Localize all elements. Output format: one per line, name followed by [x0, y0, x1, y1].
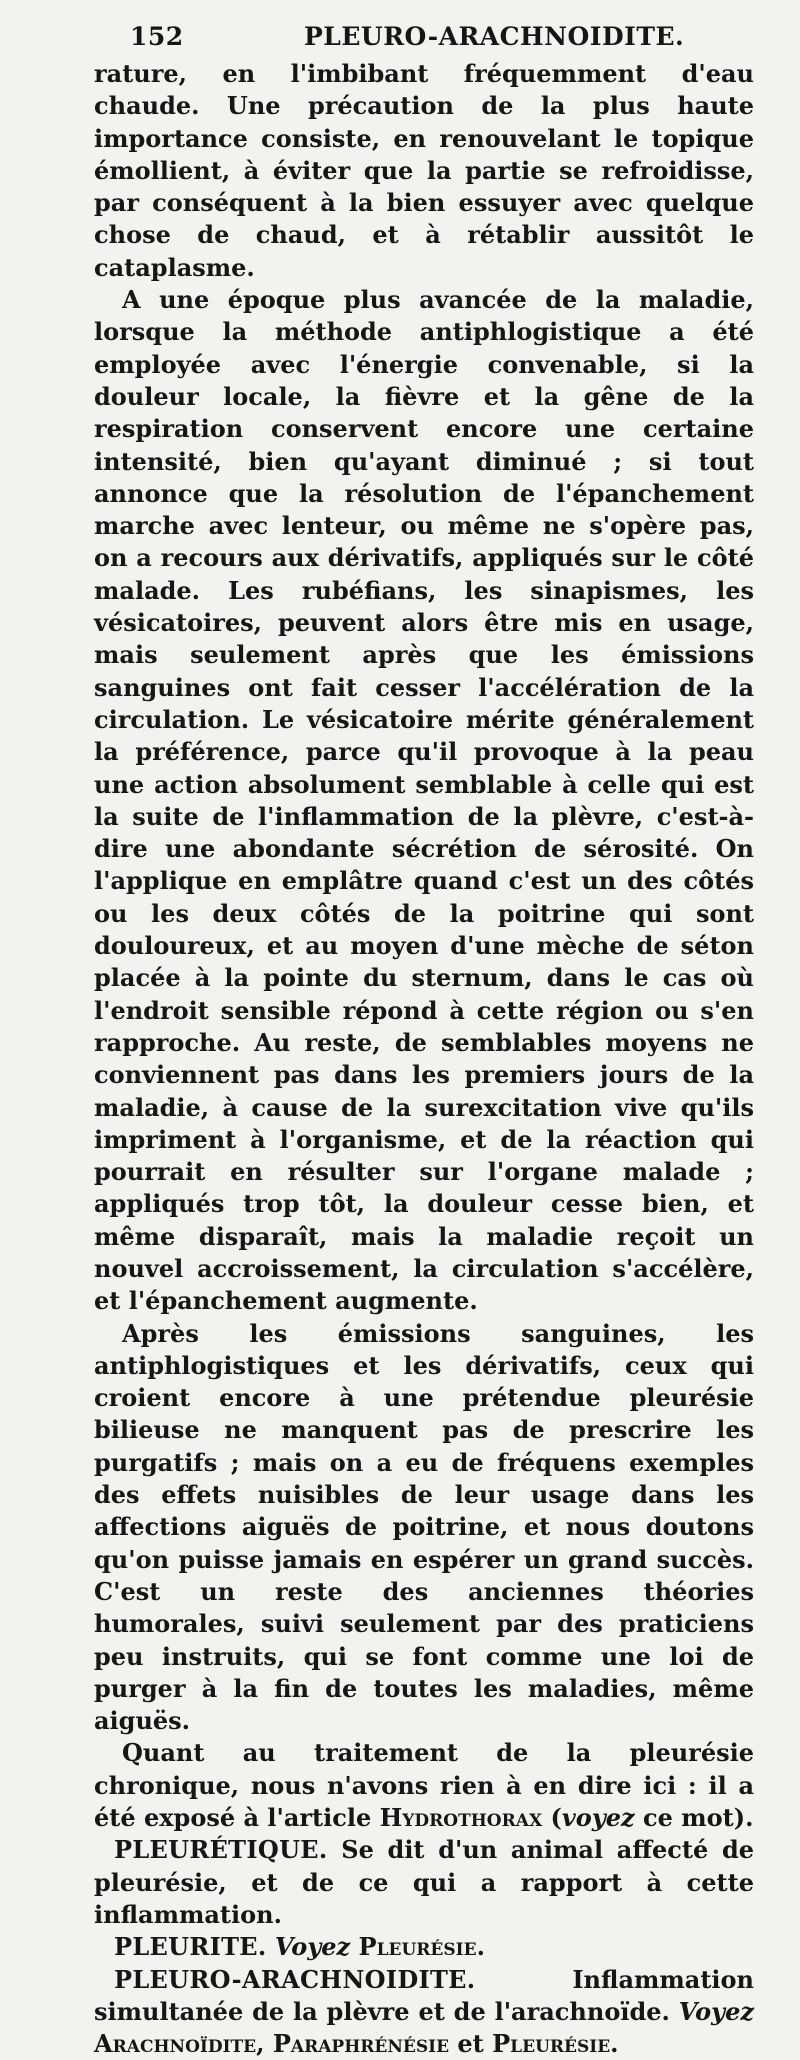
voyez-text: Voyez	[266, 1932, 359, 1962]
dictionary-entry	[94, 1964, 754, 2060]
cross-reference: Paraphrénésie	[272, 2029, 450, 2059]
paragraph: rature, en l'imbibant fréquemment d'eau chaude. Une précaution de la plus haute importance consiste, en renouvelant le topique émollient, à éviter que la partie se refroidisse, par conséquent à la bien essuyer avec quelque chose de chaud, et à rétablir aussitôt le cataplasme.	[94, 59, 754, 282]
text-span: .	[610, 2029, 619, 2059]
entry-headword: PLEURITE.	[114, 1932, 267, 1962]
cross-reference: Hydrothorax	[379, 1803, 543, 1833]
paragraph: Après les émissions sanguines, les antiphlogistiques et les dérivatifs, ceux qui croient encore à une prétendue pleurésie bilieuse ne manquent pas de prescrire les purgatifs ; mais on a eu de fréquens exemples des effets nuisibles de leur usage dans les affections aiguës de poitrine, et nous doutons qu'on puisse jamais en espérer un grand succès. C'est un reste des anciennes théories humorales, suivi seulement par des praticiens peu instruits, qui se font comme une loi de purger à la fin de toutes les maladies, même aiguës.	[94, 1318, 754, 1736]
cross-reference: Pleurésie	[492, 2029, 611, 2059]
dictionary-entry	[94, 1931, 754, 1963]
entry-headword: PLEURO-ARACHNOIDITE.	[114, 1964, 476, 1994]
page-number: 152	[130, 22, 184, 51]
text-span: et	[449, 2029, 493, 2059]
entry-text: Inflammation simultanée de la plèvre et de l'arachnoïde.	[94, 1964, 754, 2026]
voyez-text: voyez	[561, 1803, 635, 1833]
cross-reference: Pleurésie	[358, 1932, 477, 1962]
running-head: PLEURO-ARACHNOIDITE.	[304, 22, 685, 51]
body-text	[94, 58, 754, 2060]
paragraph	[94, 1737, 754, 1834]
text-span: ,	[256, 2029, 273, 2059]
voyez-text: Voyez	[678, 1996, 754, 2026]
entry-headword: PLEURÉTIQUE.	[114, 1835, 328, 1865]
paragraph: A une époque plus avancée de la maladie, lorsque la méthode antiphlogistique a été employée avec l'énergie convenable, si la douleur locale, la fièvre et la gêne de la respiration conservent encore une certaine intensité, bien qu'ayant diminué ; si tout annonce que la résolution de l'épanchement marche avec lenteur, ou même ne s'opère pas, on a recours aux dérivatifs, appliqués sur le côté malade. Les rubéfians, les sinapismes, les vésicatoires, peuvent alors être mis en usage, mais seulement après que les émissions sanguines ont fait cesser l'accélération de la circulation. Le vésicatoire mérite généralement la préférence, parce qu'il provoque à la peau une action absolument semblable à celle qui est la suite de l'inflammation de la plèvre, c'est-à-dire une abondante sécrétion de sérosité. On l'applique en emplâtre quand c'est un des côtés ou les deux côtés de la poitrine qui sont douloureux, et au moyen d'une mèche de séton placée à la pointe du sternum, dans le cas où l'endroit sensible répond à cette région ou s'en rapproche. Au reste, de semblables moyens ne conviennent pas dans les premiers jours de la maladie, à cause de la surexcitation vive qu'ils impriment à l'organisme, et de la réaction qui pourrait en résulter sur l'organe malade ; appliqués trop tôt, la douleur cesse bien, et même disparaît, mais la maladie reçoit un nouvel accroissement, la circulation s'accélère, et l'épanchement augmente.	[94, 285, 754, 1316]
dictionary-entry	[94, 1834, 754, 1931]
cross-reference: Arachnoïdite	[94, 2029, 257, 2059]
text-span: ce mot).	[634, 1803, 754, 1833]
text-span: .	[476, 1932, 485, 1962]
text-span: (	[542, 1803, 562, 1833]
entry-text: Se dit d'un animal affecté de pleurésie, et de ce qui a rapport à cette inflammation.	[94, 1835, 754, 1929]
text-span: Quant au traitement de la pleurésie chronique, nous n'avons rien à en dire ici : il a été exposé à l'article	[94, 1738, 754, 1833]
page-header	[94, 22, 754, 58]
